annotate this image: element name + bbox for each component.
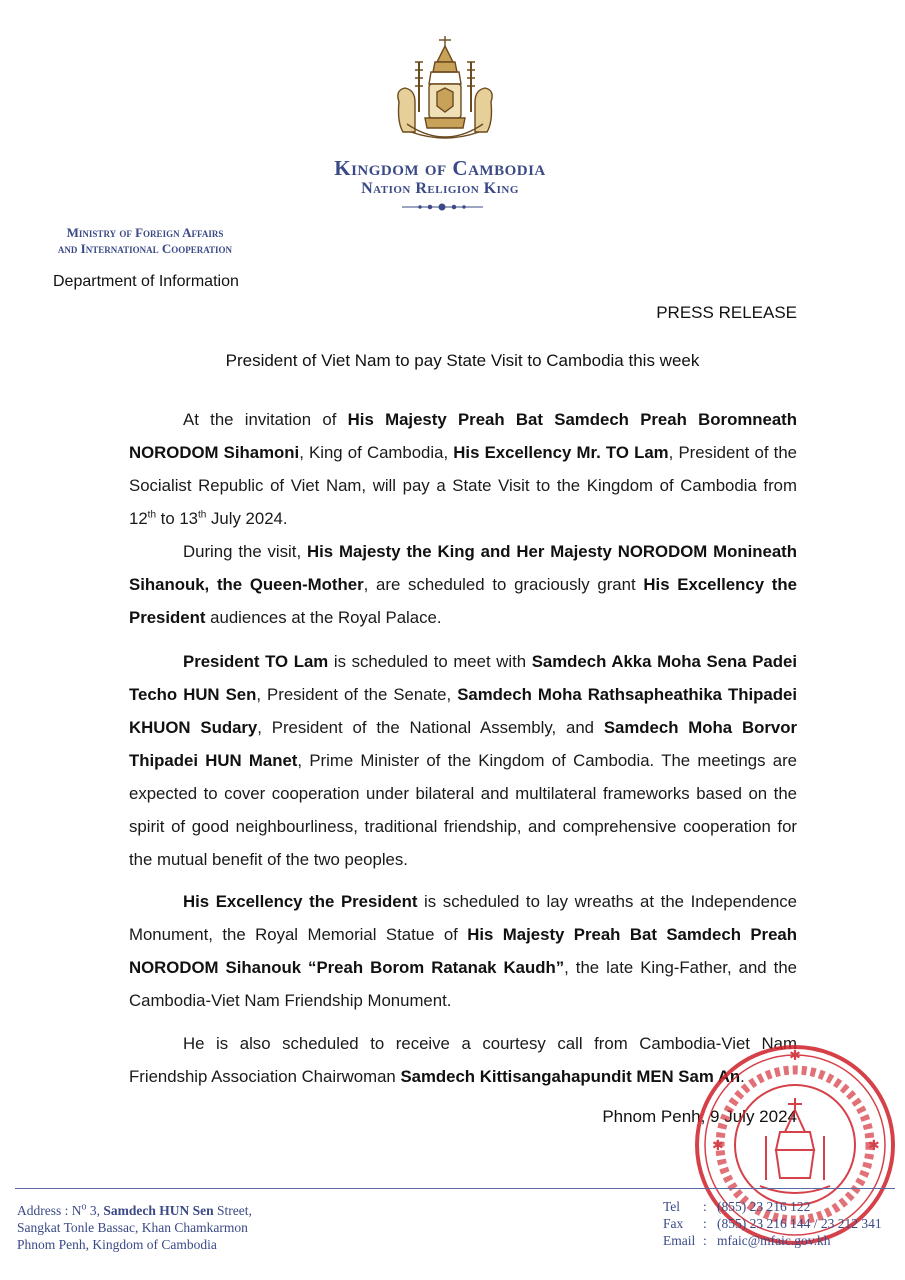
paragraph-meetings bbox=[129, 645, 797, 876]
paragraph-wreaths bbox=[129, 885, 797, 1017]
svg-text:✱: ✱ bbox=[712, 1138, 724, 1154]
president-name: His Excellency Mr. TO Lam bbox=[453, 443, 669, 462]
separator: : bbox=[703, 1233, 707, 1248]
text: audiences at the Royal Palace. bbox=[205, 608, 442, 627]
contact-fax-row bbox=[663, 1215, 903, 1232]
text: . bbox=[740, 1067, 745, 1086]
president-title: His Excellency the President bbox=[129, 575, 797, 627]
ministry-name-line1: Ministry of Foreign Affairs bbox=[66, 225, 224, 240]
text: to 13 bbox=[156, 509, 199, 528]
king-father-name: His Majesty Preah Bat Samdech Preah NORODOM Sihanouk “Preah Borom Ratanak Kaudh” bbox=[129, 925, 798, 977]
footer-address bbox=[17, 1202, 347, 1253]
text: , Prime Minister of the Kingdom of Cambodia. The meetings are expected to cover cooperation under bilateral and multilateral frameworks based on the spirit of good neighbourliness, traditional friendship, and comprehensive cooperation for the mutual benefit of the two peoples. bbox=[129, 751, 797, 869]
fax-label: Fax bbox=[663, 1216, 684, 1231]
president-name: President TO Lam bbox=[183, 652, 329, 671]
footer-contact bbox=[663, 1198, 903, 1249]
ministry-name-line2: and International Cooperation bbox=[57, 241, 233, 256]
contact-tel-row bbox=[663, 1198, 903, 1215]
paragraph-audience bbox=[129, 535, 797, 634]
chairwoman-name: Samdech Kittisangahapundit MEN Sam An bbox=[400, 1067, 741, 1086]
address-line2: Sangkat Tonle Bassac, Khan Chamkarmon bbox=[17, 1220, 248, 1235]
street-name: Samdech HUN Sen bbox=[103, 1203, 214, 1218]
prime-minister-name: Samdech Moha Borvor Thipadei HUN Manet bbox=[129, 718, 797, 770]
email-label: Email bbox=[663, 1233, 696, 1248]
dateline: Phnom Penh, 9 July 2024 bbox=[602, 1107, 797, 1126]
text: Street, bbox=[213, 1203, 252, 1218]
svg-text:✱: ✱ bbox=[868, 1138, 880, 1154]
svg-text:✱: ✱ bbox=[789, 1048, 801, 1064]
text: Address : N bbox=[17, 1203, 82, 1218]
text: During the visit, bbox=[183, 542, 307, 561]
text: 3, bbox=[86, 1203, 104, 1218]
tel-value: (855) 23 216 122 bbox=[717, 1199, 811, 1214]
text: July 2024. bbox=[206, 509, 288, 528]
email-value[interactable]: mfaic@mfaic.gov.kh bbox=[717, 1233, 831, 1248]
text: He is also scheduled to receive a courtesy call from Cambodia-Viet Nam Friendship Association Chairwoman bbox=[129, 1034, 797, 1086]
text: , President of the Senate, bbox=[256, 685, 458, 704]
document-type-label: PRESS RELEASE bbox=[656, 303, 797, 322]
separator: : bbox=[703, 1199, 707, 1214]
fax-value: (855) 23 216 144 / 23 212 341 bbox=[717, 1216, 882, 1231]
senate-president-name: Samdech Akka Moha Sena Padei Techo HUN Sen bbox=[129, 652, 797, 704]
president-title: His Excellency the President bbox=[183, 892, 418, 911]
royal-arms-emblem bbox=[385, 32, 505, 150]
ordinal-suffix: th bbox=[147, 509, 157, 521]
text: , President of the Socialist Republic of Viet Nam, will pay a State Visit to the Kingdom of Cambodia from 12 bbox=[129, 443, 798, 528]
address-line1 bbox=[17, 1202, 347, 1219]
address-line3: Phnom Penh, Kingdom of Cambodia bbox=[17, 1237, 217, 1252]
text: is scheduled to lay wreaths at the Independence Monument, the Royal Memorial Statue of bbox=[129, 892, 797, 944]
kingdom-title: Kingdom of Cambodia bbox=[334, 156, 546, 180]
ordinal-suffix: th bbox=[198, 509, 207, 521]
contact-email-row bbox=[663, 1232, 903, 1249]
ornamental-divider bbox=[400, 200, 485, 214]
king-name: His Majesty Preah Bat Samdech Preah Boromneath NORODOM Sihamoni bbox=[129, 410, 797, 462]
separator: : bbox=[703, 1216, 707, 1231]
royal-names: His Majesty the King and Her Majesty NORODOM Monineath Sihanouk, the Queen-Mother bbox=[129, 542, 798, 594]
text: is scheduled to meet with bbox=[328, 652, 532, 671]
text: At the invitation of bbox=[183, 410, 348, 429]
tel-label: Tel bbox=[663, 1199, 681, 1214]
national-motto: Nation Religion King bbox=[361, 180, 519, 197]
text: , the late King-Father, and the Cambodia-Viet Nam Friendship Monument. bbox=[129, 958, 797, 1010]
text: , King of Cambodia, bbox=[299, 443, 454, 462]
assembly-president-name: Samdech Moha Rathsapheathika Thipadei KHUON Sudary bbox=[129, 685, 798, 737]
text: , President of the National Assembly, and bbox=[257, 718, 604, 737]
press-release-headline: President of Viet Nam to pay State Visit to Cambodia this week bbox=[225, 351, 700, 370]
footer-divider bbox=[15, 1188, 895, 1189]
department-name: Department of Information bbox=[53, 273, 239, 290]
text: , are scheduled to graciously grant bbox=[363, 575, 644, 594]
number-sign: o bbox=[81, 1201, 87, 1213]
paragraph-invitation bbox=[129, 403, 797, 535]
